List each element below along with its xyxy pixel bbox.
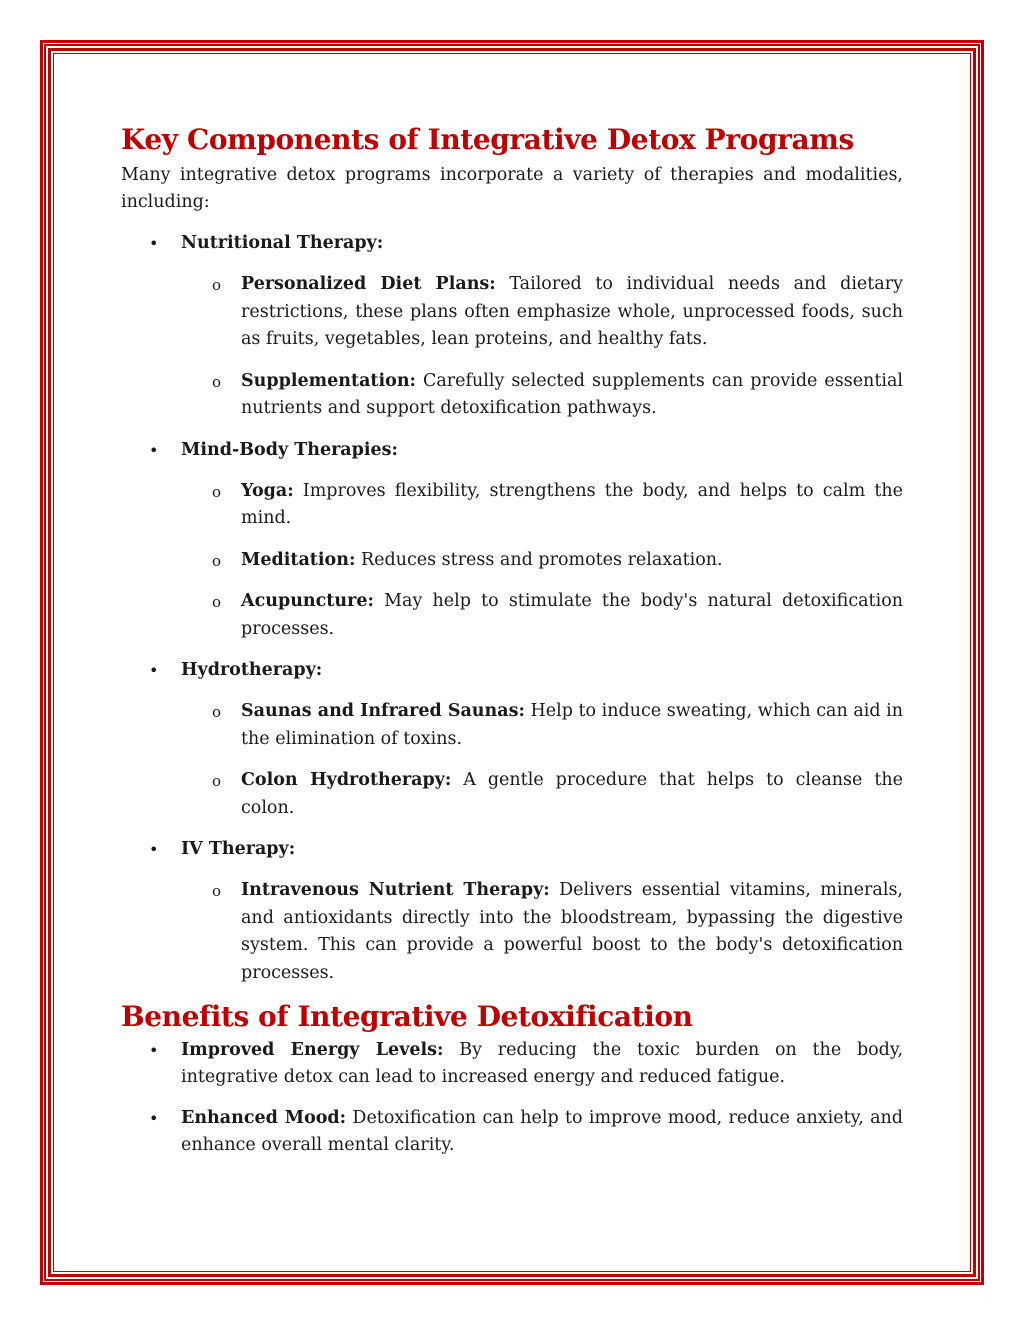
sub-list <box>181 698 903 822</box>
bullet-icon: • <box>149 1109 159 1128</box>
item-term: Enhanced Mood: <box>181 1108 347 1128</box>
item-text: Delivers essential vitamins, minerals, and antioxidants directly into the bloodstream, bypassing the digestive system. This can provide a powerful boost to the body's detoxification processes. <box>241 880 903 983</box>
bullet-icon: • <box>149 234 159 253</box>
item-text: Detoxification can help to improve mood, reduce anxiety, and enhance overall mental clarity. <box>181 1108 903 1155</box>
item-term: Saunas and Infrared Saunas: <box>241 701 525 721</box>
item-text: Reduces stress and promotes relaxation. <box>355 549 723 570</box>
category-label: Nutritional Therapy: <box>181 233 384 253</box>
list-item-benefit <box>121 1037 903 1091</box>
bullet-icon: • <box>149 1041 159 1060</box>
circle-bullet-icon: o <box>212 772 222 790</box>
item-term: Colon Hydrotherapy: <box>241 770 452 790</box>
components-list <box>121 230 903 987</box>
circle-bullet-icon: o <box>212 593 222 611</box>
sub-list-item <box>181 368 903 423</box>
item-text: Tailored to individual needs and dietary restrictions, these plans often emphasize whole, unprocessed foods, such as fruits, vegetables, lean proteins, and healthy fats. <box>241 274 903 349</box>
sub-list <box>181 877 903 987</box>
document-body <box>121 120 903 1159</box>
item-text: Help to induce sweating, which can aid in the elimination of toxins. <box>241 701 903 749</box>
circle-bullet-icon: o <box>212 703 222 721</box>
intro-paragraph: Many integrative detox programs incorporate a variety of therapies and modalities, including: <box>121 165 903 212</box>
item-term: Acupuncture: <box>241 591 374 611</box>
circle-bullet-icon: o <box>212 882 222 900</box>
sub-list-item <box>181 588 903 643</box>
benefits-section <box>121 997 903 1159</box>
list-item-benefit <box>121 1105 903 1159</box>
sub-list-item <box>181 877 903 987</box>
item-term: Improved Energy Levels: <box>181 1040 444 1060</box>
item-term: Intravenous Nutrient Therapy: <box>241 880 550 900</box>
item-text: Improves flexibility, strengthens the body, and helps to calm the mind. <box>241 480 903 528</box>
sub-list-item <box>181 547 903 575</box>
item-term: Personalized Diet Plans: <box>241 274 496 294</box>
sub-list <box>181 271 903 423</box>
list-item-iv-therapy <box>121 836 903 987</box>
list-item-mind-body-therapies <box>121 437 903 644</box>
circle-bullet-icon: o <box>212 276 222 294</box>
circle-bullet-icon: o <box>212 482 222 501</box>
item-text: A gentle procedure that helps to cleanse the colon. <box>241 770 903 818</box>
bullet-icon: • <box>149 661 159 680</box>
item-term: Supplementation: <box>241 370 416 391</box>
category-label: Hydrotherapy: <box>181 660 323 680</box>
item-text: Carefully selected supplements can provide essential nutrients and support detoxification pathways. <box>241 370 903 418</box>
circle-bullet-icon: o <box>212 551 222 570</box>
section-heading-benefits: Benefits of Integrative Detoxification <box>121 1000 693 1033</box>
item-text: By reducing the toxic burden on the body, integrative detox can lead to increased energy and reduced fatigue. <box>181 1040 904 1087</box>
bullet-icon: • <box>149 840 159 859</box>
sub-list-item <box>181 767 903 822</box>
item-term: Yoga: <box>241 480 294 501</box>
bullet-icon: • <box>149 440 159 460</box>
category-label: IV Therapy: <box>181 839 296 859</box>
circle-bullet-icon: o <box>212 372 222 391</box>
benefits-list <box>121 1037 903 1159</box>
sub-list-item <box>181 271 903 354</box>
sub-list-item <box>181 698 903 753</box>
sub-list-item <box>181 478 903 533</box>
category-label: Mind-Body Therapies: <box>181 439 398 460</box>
list-item-hydrotherapy <box>121 657 903 822</box>
list-item-nutritional-therapy <box>121 230 903 423</box>
item-text: May help to stimulate the body's natural detoxification processes. <box>241 591 903 639</box>
section-heading-key-components: Key Components of Integrative Detox Programs <box>121 123 854 156</box>
item-term: Meditation: <box>241 549 356 570</box>
sub-list <box>181 478 903 644</box>
